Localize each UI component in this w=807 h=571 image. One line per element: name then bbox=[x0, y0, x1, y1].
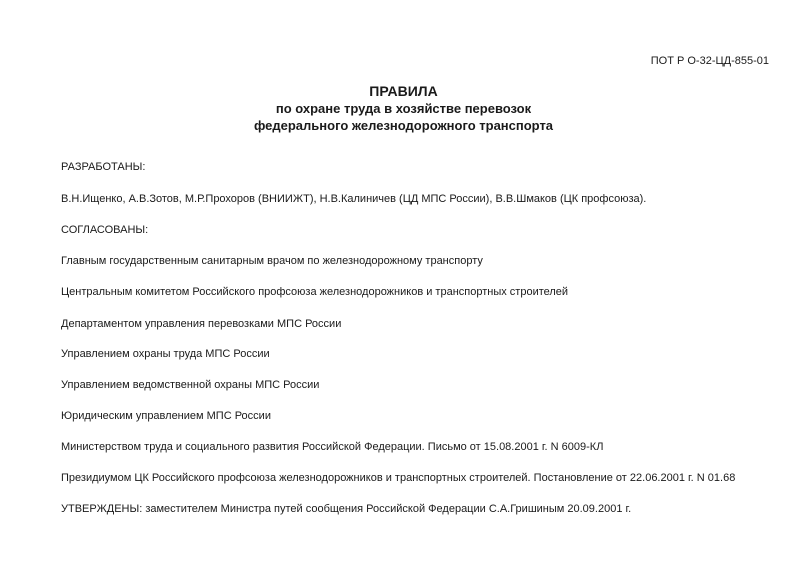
agreed-item-trade-union-cc: Центральным комитетом Российского профсоюза железнодорожников и транспортных строителей bbox=[61, 286, 569, 298]
agreed-item-sanitary-doctor: Главным государственным санитарным врачом по железнодорожному транспорту bbox=[61, 255, 483, 267]
document-code: ПОТ Р О-32-ЦД-855-01 bbox=[650, 55, 769, 67]
agreed-item-legal: Юридическим управлением МПС России bbox=[61, 410, 271, 422]
document-subtitle-line-1: по охране труда в хозяйстве перевозок bbox=[275, 101, 532, 116]
agreed-item-security: Управлением ведомственной охраны МПС России bbox=[61, 379, 320, 391]
approved-line: УТВЕРЖДЕНЫ: заместителем Министра путей сообщения Российской Федерации С.А.Гришиным 20.09.2001 г. bbox=[61, 503, 632, 515]
document-title: ПРАВИЛА bbox=[369, 83, 438, 99]
developed-heading: РАЗРАБОТАНЫ: bbox=[61, 161, 146, 173]
developed-authors: В.Н.Ищенко, А.В.Зотов, М.Р.Прохоров (ВНИИЖТ), Н.В.Калиничев (ЦД МПС России), В.В.Шмаков (ЦК профсоюза). bbox=[61, 193, 647, 205]
title-block bbox=[0, 82, 807, 134]
agreed-heading: СОГЛАСОВАНЫ: bbox=[61, 224, 149, 236]
agreed-item-transport-dept: Департаментом управления перевозками МПС России bbox=[61, 318, 342, 330]
agreed-item-presidium: Президиумом ЦК Российского профсоюза железнодорожников и транспортных строителей. Постановление от 22.06.2001 г. N 01.68 bbox=[61, 472, 736, 484]
document-subtitle-line-2: федерального железнодорожного транспорта bbox=[253, 118, 554, 133]
agreed-item-labor-safety: Управлением охраны труда МПС России bbox=[61, 348, 270, 360]
agreed-item-ministry-labor: Министерством труда и социального развития Российской Федерации. Письмо от 15.08.2001 г. N 6009-КЛ bbox=[61, 441, 604, 453]
